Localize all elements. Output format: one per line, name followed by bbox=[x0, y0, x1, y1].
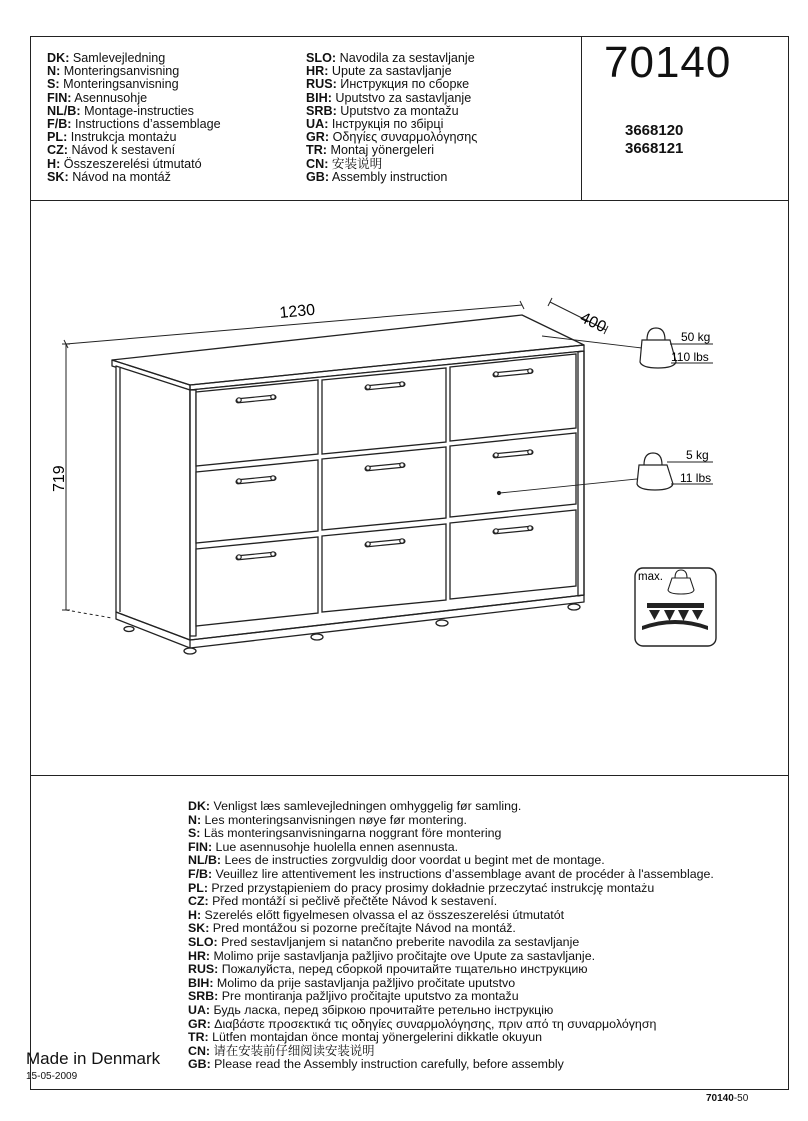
drawer bbox=[196, 537, 318, 626]
note-row: SK: Pred montážou si pozorne prečítajte Návod na montáž. bbox=[188, 921, 516, 936]
lang-row: RUS: Инструкция по сборке bbox=[306, 77, 470, 92]
note-row: F/B: Veuillez lire attentivement les instructions d’assemblage avant de procéder à l'assemblage. bbox=[188, 866, 714, 881]
lang-row: CN: 安装说明 bbox=[306, 156, 383, 171]
note-row: HR: Molimo prije sastavljanja pažljivo pročitajte ove Upute za sastavljanje. bbox=[188, 948, 596, 963]
drawer bbox=[322, 524, 446, 612]
header-languages-right bbox=[306, 52, 477, 184]
lang-row: N: Monteringsanvisning bbox=[47, 64, 180, 79]
note-row: NL/B: Lees de instructies zorgvuldig door voordat u begint met de montage. bbox=[188, 853, 605, 868]
height-dimension: 719 bbox=[51, 465, 68, 492]
lang-row: BIH: Uputstvo za sastavljanje bbox=[306, 90, 472, 105]
foot bbox=[124, 627, 134, 632]
page-number: 70140-50 bbox=[706, 1093, 749, 1104]
lang-row: SK: Návod na montáž bbox=[47, 169, 171, 184]
note-row: PL: Przed przystąpieniem do pracy prosimy dokładnie przeczytać instrukcję montażu bbox=[188, 880, 655, 895]
max-label: max. bbox=[638, 571, 663, 583]
note-row: SLO: Pred sestavljanjem si natančno preberite navodila za sestavljanje bbox=[188, 934, 580, 949]
lang-row: DK: Samlevejledning bbox=[47, 51, 166, 65]
print-date: 15-05-2009 bbox=[26, 1071, 78, 1082]
note-row: RUS: Пожалуйста, перед сборкой прочитайте тщательно инструкцию bbox=[188, 962, 588, 977]
lang-row: SLO: Navodila za sestavljanje bbox=[306, 51, 475, 65]
note-row: GB: Please read the Assembly instruction carefully, before assembly bbox=[188, 1057, 564, 1072]
read-instructions-notes bbox=[188, 800, 714, 1072]
dresser-drawing bbox=[30, 200, 789, 775]
top-load-lbs: 110 lbs bbox=[671, 350, 709, 364]
width-dimension: 1230 bbox=[278, 301, 316, 322]
dresser-side-panel bbox=[116, 366, 190, 640]
lang-row: HR: Upute za sastavljanje bbox=[306, 64, 452, 79]
drawer-load-kg: 5 kg bbox=[686, 448, 709, 462]
foot bbox=[311, 634, 323, 640]
lang-row: SRB: Uputstvo za montažu bbox=[306, 103, 459, 118]
drawer bbox=[196, 380, 318, 466]
note-row: N: Les monteringsanvisningen nøye før montering. bbox=[188, 812, 467, 827]
article-numbers bbox=[625, 122, 683, 158]
drawer bbox=[322, 368, 446, 454]
lang-row: NL/B: Montage-instructies bbox=[47, 103, 194, 118]
note-row: H: Szerelés előtt figyelmesen olvassa el az összeszerelési útmutatót bbox=[188, 907, 565, 922]
note-row: GR: Διαβάστε προσεκτικά τις οδηγίες συναρμολόγησης, πριν από τη συναρμολόγηση bbox=[188, 1016, 657, 1031]
drawer bbox=[196, 460, 318, 543]
model-number: 70140 bbox=[604, 38, 732, 87]
depth-dimension: 400 bbox=[577, 309, 609, 337]
lang-row: FIN: Asennusohje bbox=[47, 90, 148, 105]
lang-row: GB: Assembly instruction bbox=[306, 169, 448, 184]
lang-row: TR: Montaj yönergeleri bbox=[306, 143, 435, 158]
foot bbox=[568, 604, 580, 610]
note-row: CN: 请在安装前仔细阅读安装说明 bbox=[188, 1043, 375, 1058]
article-number: 3668121 bbox=[625, 140, 684, 157]
header-languages-left bbox=[47, 52, 221, 184]
drawer bbox=[450, 510, 576, 599]
article-number: 3668120 bbox=[625, 122, 684, 139]
foot bbox=[184, 648, 196, 654]
header-column-divider bbox=[581, 37, 582, 200]
drawer bbox=[450, 433, 576, 517]
top-load-kg: 50 kg bbox=[681, 330, 711, 344]
foot bbox=[436, 620, 448, 626]
lang-row: PL: Instrukcja montażu bbox=[47, 130, 177, 145]
drawer-load-lbs: 11 lbs bbox=[680, 471, 712, 485]
note-row: CZ: Před montáží si pečlivě přečtěte Návod k sestavení. bbox=[188, 894, 498, 909]
lang-row: S: Monteringsanvisning bbox=[47, 77, 179, 92]
drawer bbox=[450, 354, 576, 441]
lang-row: H: Összeszerelési útmutató bbox=[47, 156, 202, 171]
drawer bbox=[322, 447, 446, 530]
note-row: BIH: Molimo da prije sastavljanja pažljivo pročitate uputstvo bbox=[188, 975, 516, 990]
note-row: FIN: Lue asennusohje huolella ennen asennusta. bbox=[188, 839, 459, 854]
note-row: S: Läs monteringsanvisningarna noggrant före montering bbox=[188, 826, 502, 841]
drawer-grid bbox=[196, 354, 576, 626]
note-row: TR: Lütfen montajdan önce montaj yönergelerini dikkatle okuyun bbox=[188, 1030, 543, 1045]
note-row: UA: Будь ласка, перед збіркою прочитайте ретельно інструкцію bbox=[188, 1002, 554, 1017]
lang-row: CZ: Návod k sestavení bbox=[47, 143, 176, 158]
made-in-label: Made in Denmark bbox=[26, 1049, 161, 1068]
drawing-divider bbox=[31, 775, 788, 776]
note-row: SRB: Pre montiranja pažljivo pročitajte uputstvo za montažu bbox=[188, 989, 519, 1004]
note-row: DK: Venligst læs samlevejledningen omhyggelig før samling. bbox=[188, 799, 522, 813]
lang-row: F/B: Instructions d’assemblage bbox=[47, 117, 221, 132]
lang-row: GR: Οδηγίες συναρμολόγησης bbox=[306, 130, 478, 145]
lang-row: UA: Інструкція по збірці bbox=[306, 117, 444, 132]
